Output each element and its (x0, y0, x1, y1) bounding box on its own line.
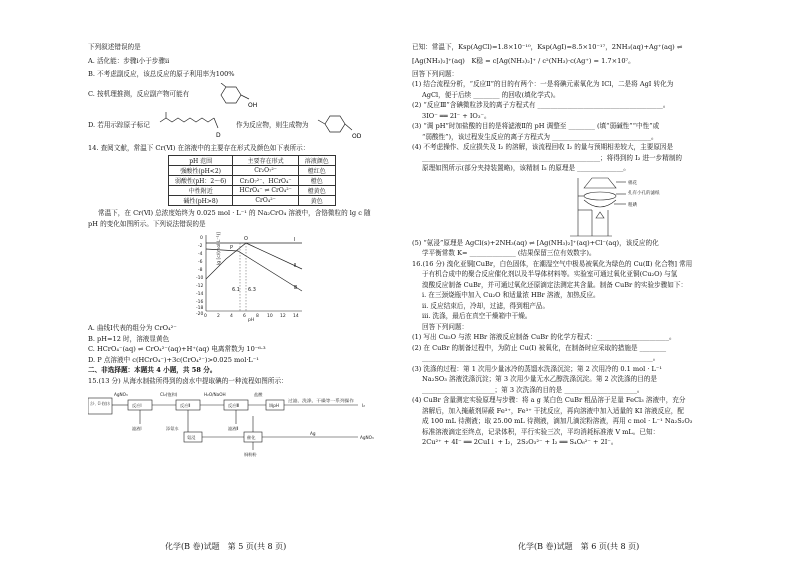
x-tick: 0 (204, 314, 207, 319)
left-column (88, 42, 388, 458)
table-cell: CrO₄²⁻ (233, 196, 298, 206)
table-header: 主要存在形式 (233, 156, 298, 166)
x-tick: 14 (293, 314, 299, 319)
x-tick: 4 (230, 314, 233, 319)
q16-stem-1: 16.(16 分) 溴化亚铜[CuBr，白色固体，在潮湿空气中极易被氧化为绿色的 Cu(Ⅱ) 化合物] 常用 (412, 259, 693, 268)
table-header-row (169, 156, 336, 166)
point-p-label: P (230, 245, 234, 251)
flow-label: 催化 (247, 435, 256, 440)
y-tick: -12 (196, 284, 204, 289)
option-d-a: D. 若用示踪原子标记 (88, 120, 150, 129)
option-14d: D. P 点溶液中 c(HCrO₄⁻)+3c(CrO₄²⁻)>0.025 mol·L⁻¹ (88, 355, 259, 364)
table-row (169, 166, 336, 176)
option-14a: A. 曲线Ⅰ代表的组分为 CrO₄²⁻ (88, 324, 177, 332)
flow-label: H₂O/NaOH (204, 392, 226, 397)
flow-label: Cl₂(饱和) (160, 392, 178, 397)
flow-label: 氨浸 (187, 435, 196, 440)
x-tick: 6 (243, 314, 246, 319)
iodine-flowchart (88, 386, 388, 458)
q15-part4-a: (4) 不考虑操作、反应损失及 I₂ 的溶解，该流程回收 I₂ 的量与预期相差较大，主要原因是 (412, 143, 674, 151)
given-line-2: [Ag(NH₃)₂]⁺(aq) K稳 = c[Ag(NH₃)₂]⁺ / c²(NH₃)·c(Ag⁺) = 1.7×10⁷。 (412, 56, 635, 65)
table-cell: 弱酸性(pH：2～6) (169, 176, 233, 186)
q15-part3-a: (3) “调 pH”时加盐酸的目的是将滤液Ⅱ的 pH 调整至 ________ (填“弱碱性”“中性”或 (412, 122, 660, 130)
flow-label: 反应Ⅰ (132, 403, 142, 408)
flow-label: 反应Ⅱ (180, 403, 191, 408)
curve-label-2: Ⅱ (294, 263, 297, 269)
flow-label: I₂ (362, 403, 365, 408)
table-header: 溶液颜色 (298, 156, 335, 166)
table-row (169, 176, 336, 186)
section-2-heading: 二、非选择题：本题共 4 小题，共 58 分。 (88, 366, 217, 374)
question-14-text3: pH 的变化如图所示。下列说法错误的是 (88, 219, 206, 228)
molecule-d-reactant (158, 110, 230, 140)
svg-text:OD: OD (352, 132, 362, 140)
question-14-text2: 常温下，在 Cr(Ⅵ) 总浓度始终为 0.025 mol · L⁻¹ 的 Na₂CrO₄ 溶液中，含铬微粒的 lg c 随 (98, 209, 371, 217)
y-tick: -14 (196, 292, 204, 297)
flow-label: 反应Ⅲ (228, 403, 240, 408)
table-row (169, 196, 336, 206)
table-cell: 橙色 (298, 176, 335, 186)
table-header: pH 范围 (169, 156, 233, 166)
right-page (400, 0, 800, 579)
y-tick: 0 (200, 236, 203, 241)
table-cell: Cr₂O₇²⁻、HCrO₄⁻ (233, 176, 298, 186)
molecule-d-product (316, 110, 376, 140)
q16-answer-prompt: 回答下列问题： (422, 322, 469, 331)
q16-stem-3: 溴酸反应制备 CuBr，并可通过氧化还原滴定法测定其含量。制备 CuBr 的实验步骤如下： (422, 280, 688, 289)
y-tick: -6 (198, 260, 203, 265)
flow-label: 含I⁻、Cl⁻的卤水 (90, 401, 121, 406)
question-14-stem: 14. 查阅文献，常温下 Cr(Ⅵ) 在溶液中的主要存在形式及颜色如下表所示： (88, 143, 310, 152)
option-b: B. 不考虑副反应，该总反应的原子利用率为100% (88, 70, 235, 78)
curve-label-1: Ⅰ (294, 237, 296, 243)
curve-label-3: Ⅲ (294, 285, 298, 291)
q16-part4-a: (4) CuBr 含量测定实验原理与步骤：将 a g 某白色 CuBr 粗品溶于足量 FeCl₃ 溶液中，充分 (412, 396, 686, 404)
table-cell: 碱性(pH>8) (169, 196, 233, 206)
y-tick: -20 (196, 312, 204, 317)
right-column (412, 42, 794, 448)
flow-label: Ag (310, 431, 316, 436)
table-cell: 黄色 (298, 196, 335, 206)
x-tick: 2 (217, 314, 220, 319)
y-tick: -10 (196, 276, 204, 281)
q16-part4-d: 标准溶液滴定至终点，记录体积，平行实验三次，平均消耗标准液 V mL。已知： (422, 427, 660, 436)
flow-label: 调pH (269, 403, 279, 408)
graph-ylabel: lg [c/(mol·L⁻¹)] (217, 231, 222, 265)
cr-species-table (168, 155, 336, 206)
q15-part2-b: 3IO⁻ ══ 2I⁻ + IO₃⁻。 (422, 111, 491, 120)
q16-part4-e: 2Cu²⁺ + 4I⁻ ══ 2CuI↓ + I₂，2S₂O₃²⁻ + I₂ ══ S₄O₆²⁻ + 2I⁻。 (422, 438, 618, 446)
x-tick: 10 (267, 314, 273, 319)
y-tick: -2 (198, 244, 203, 249)
y-tick: -4 (198, 252, 203, 257)
option-c-row (88, 83, 388, 107)
option-a: A. 活化能：步骤ⅰ小于步骤ⅱ (88, 56, 170, 65)
point-6-1-label: 6.1 (232, 287, 240, 293)
lgc-ph-graph (88, 229, 388, 323)
q16-part1: (1) 写出 Cu₂O 与浓 HBr 溶液反应制备 CuBr 的化学方程式：______________________。 (412, 333, 676, 341)
given-line-1: 已知：常温下，Ksp(AgCl)=1.8×10⁻¹⁰，Ksp(AgI)=8.5×10⁻¹⁷，2NH₃(aq)+Ag⁺(aq) ⇌ (412, 43, 683, 51)
table-row (169, 186, 336, 196)
page-footer-6: 化学(B 卷)试题 第 6 页(共 8 页) (518, 542, 640, 551)
apparatus-label: 粗碘 (628, 202, 637, 208)
flow-label: 盐酸 (254, 392, 263, 397)
point-o-label: O (244, 236, 248, 242)
q16-part4-b: 溶解后，加入掩蔽剂屏蔽 Fe³⁺，Fe³⁺ 干扰反应，再向溶液中加入适量的 KI 溶液反应，配 (422, 406, 684, 415)
q16-part2-a: (2) 在 CuBr 的制备过程中，为防止 Cu(Ⅰ) 被氧化，在制备时应采取的措施是 ________ (412, 343, 667, 352)
sublimation-apparatus (412, 174, 794, 238)
option-14c: C. HCrO₄⁻(aq) ⇌ CrO₄²⁻(aq)+H⁺(aq) 电离常数为 10⁻⁶·³ (88, 345, 266, 353)
answer-prompt: 回答下列问题： (412, 69, 459, 78)
y-tick: -8 (198, 268, 203, 273)
flow-label: AgNO₃ (360, 435, 374, 440)
q16-step-iii: ⅲ. 洗涤，最后在真空干燥箱中干燥。 (422, 312, 532, 320)
option-c: C. 按机理推测，反应副产物可能有 (88, 89, 190, 98)
flow-label: 铜粉粉 (244, 452, 257, 457)
q16-part3-b: Na₂SO₃ 溶液洗涤沉淀；第 3 次用少量无水乙醇洗涤沉淀。第 2 次洗涤的目的是 (422, 375, 657, 383)
q15-part1-a: (1) 结合流程分析，“反应Ⅱ”的目的有两个：一是将碘元素氧化为 ICl，二是将 AgI 转化为 (412, 80, 674, 88)
graph-xlabel: pH (248, 318, 255, 323)
table-cell: 强酸性(pH<2) (169, 166, 233, 176)
apparatus-label: 扎有小孔的滤纸 (628, 190, 660, 196)
x-tick: 8 (256, 314, 259, 319)
q15-part3-b: “弱酸性”)，该过程发生反应的离子方程式为 ______________________________。 (422, 132, 658, 141)
q16-part4-c: 成 100 mL 待测液；取 25.00 mL 待测液，滴加几滴淀粉溶液，再用 c mol · L⁻¹ Na₂S₂O₃ (422, 417, 693, 425)
svg-text:OH: OH (248, 101, 258, 109)
table-cell: 橙红色 (298, 166, 335, 176)
q16-part3-a: (3) 洗涤的过程：第 1 次用少量冰冷的蒸馏水洗涤沉淀；第 2 次用冷的 0.1 mol · L⁻¹ (412, 364, 663, 373)
q16-step-i: ⅰ. 在三颈烧瓶中加入 Cu₂O 和适量浓 HBr 溶液，加热反应。 (422, 291, 600, 299)
flow-label: 滤液Ⅱ (228, 426, 239, 431)
q16-part2-b: ______________________________________________________________________。 (422, 354, 660, 362)
point-6-3-label: 6.3 (248, 287, 256, 293)
q15-part5-b: 学平衡常数 K= ______________ (结果保留三位有效数字)。 (422, 249, 596, 257)
table-cell: HCrO₄⁻ ⇌ CrO₄²⁻ (233, 186, 298, 196)
q15-part5-a: (5) “氨浸”原理是 AgCl(s)+2NH₃(aq) ⇌ [Ag(NH₃)₂]⁺(aq)+Cl⁻(aq)，该反应的化 (412, 238, 659, 247)
q16-stem-2: 于有机合成中的聚合反应催化剂以及半导体材料等。实验室可通过氧化亚铜(Cu₂O) 与氢 (422, 270, 678, 278)
table-cell: 橙黄色 (298, 186, 335, 196)
y-tick: -18 (196, 306, 204, 311)
apparatus-label: 棉花 (628, 180, 637, 186)
q15-part4-c: 原理如图所示(部分夹持装置略)，该精制 I₂ 的原理是 ______________。 (422, 164, 630, 172)
molecule-c-structure (216, 83, 266, 109)
y-tick: -16 (196, 300, 204, 305)
flow-label: 过滤、洗涤、干燥等一系列操作 (288, 398, 347, 403)
q15-part4-b: ______________________________________________________；将得到的 I₂ 进一步精制的 (422, 153, 683, 162)
option-d-b: 作为反应物，则生成物为 (236, 120, 309, 129)
flow-label: 滤液Ⅰ (132, 426, 142, 431)
q15-part2-a: (2) “反应Ⅲ”含碘微粒涉及的离子方程式有 ______________________________________。 (412, 101, 670, 109)
question-15-stem: 15.(13 分) 从海水制盐所得到的卤水中提取碘的一种流程如图所示： (88, 376, 288, 385)
x-tick: 12 (280, 314, 286, 319)
question-13-text: 下列叙述错误的是 (88, 43, 141, 51)
table-cell: Cr₂O₇²⁻ (233, 166, 298, 176)
q16-step-ii: ⅱ. 反应结束后，冷却，过滤，得到粗产品。 (422, 301, 550, 310)
flow-label: AgNO₃ (114, 392, 128, 397)
page-footer-5: 化学(B 卷)试题 第 5 页(共 8 页) (165, 542, 287, 551)
q16-part3-c: ______________________；第 3 次洗涤的目的是 ______________________。 (422, 385, 644, 394)
option-14b: B. pH=12 时，溶液显黄色 (88, 334, 170, 343)
flow-label: 添氨水 (166, 426, 179, 431)
q15-part1-b: AgCl，便于后续 ________ 的回收(填化学式)。 (422, 90, 560, 99)
svg-text:D: D (216, 131, 221, 139)
option-d-row (88, 110, 388, 140)
table-cell: 中性附近 (169, 186, 233, 196)
